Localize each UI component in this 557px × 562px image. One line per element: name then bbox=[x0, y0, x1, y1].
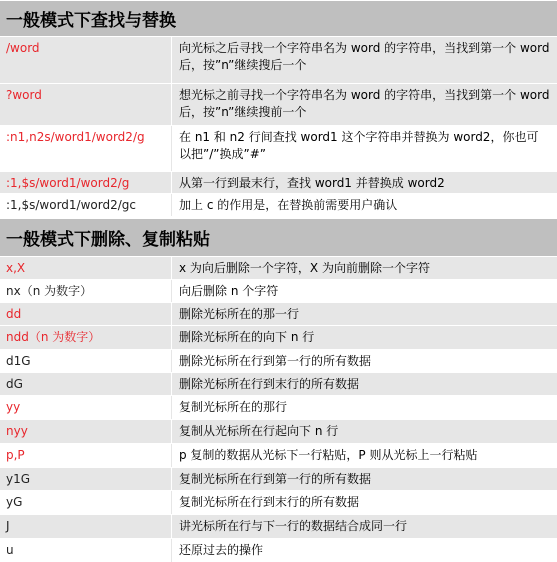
table-row bbox=[0, 349, 557, 372]
description-cell: 加上 c 的作用是，在替换前需要用户确认 bbox=[179, 198, 398, 212]
table-row bbox=[0, 419, 557, 443]
command-cell: /word bbox=[0, 37, 172, 83]
description-cell: 从第一行到最末行，查找 word1 并替换成 word2 bbox=[179, 176, 445, 190]
description-cell: 复制光标所在的那行 bbox=[179, 400, 288, 414]
table-row bbox=[0, 490, 557, 514]
description-cell: 向后删除 n 个字符 bbox=[179, 284, 279, 298]
description-cell: 在 n1 和 n2 行间查找 word1 这个字符串并替换为 word2，你也可以把”/”换成”#” bbox=[179, 130, 539, 161]
command-cell: dd bbox=[0, 303, 172, 325]
command-cell: x,X bbox=[0, 257, 172, 279]
command-cell: d1G bbox=[0, 350, 172, 372]
description-cell: 还原过去的操作 bbox=[179, 543, 264, 557]
command-cell: :1,$s/word1/word2/gc bbox=[0, 194, 172, 216]
description-cell: p 复制的数据从光标下一行粘贴，P 则从光标上一行粘贴 bbox=[179, 448, 478, 462]
description-cell: 复制光标所在行到第一行的所有数据 bbox=[179, 472, 372, 486]
table-row bbox=[0, 514, 557, 538]
description-cell: 想光标之前寻找一个字符串名为 word 的字符串，当找到第一个 word 后，按”n”继续搜前一个 bbox=[179, 88, 550, 119]
table-row bbox=[0, 125, 557, 171]
table-row bbox=[0, 193, 557, 216]
table-row bbox=[0, 302, 557, 325]
table-row bbox=[0, 372, 557, 395]
description-cell: 删除光标所在的向下 n 行 bbox=[179, 330, 315, 344]
command-cell: yG bbox=[0, 491, 172, 514]
command-cell: :n1,n2s/word1/word2/g bbox=[0, 126, 172, 171]
command-cell: J bbox=[0, 515, 172, 538]
description-cell: 删除光标所在的那一行 bbox=[179, 307, 300, 321]
description-cell: x 为向后删除一个字符，X 为向前删除一个字符 bbox=[179, 261, 430, 275]
command-cell: p,P bbox=[0, 444, 172, 467]
table-row bbox=[0, 467, 557, 490]
table-row bbox=[0, 325, 557, 349]
command-cell: dG bbox=[0, 373, 172, 395]
table-row bbox=[0, 538, 557, 562]
command-cell: yy bbox=[0, 396, 172, 419]
table-row bbox=[0, 443, 557, 467]
table-row bbox=[0, 36, 557, 83]
table-row bbox=[0, 279, 557, 302]
command-cell: nx（n 为数字） bbox=[0, 280, 172, 302]
command-cell: y1G bbox=[0, 468, 172, 490]
description-cell: 删除光标所在行到末行的所有数据 bbox=[179, 377, 360, 391]
description-cell: 讲光标所在行与下一行的数据结合成同一行 bbox=[179, 519, 408, 533]
command-cell: u bbox=[0, 539, 172, 562]
section-title-search-replace: 一般模式下查找与替换 bbox=[0, 0, 557, 36]
table-row bbox=[0, 83, 557, 125]
description-cell: 向光标之后寻找一个字符串名为 word 的字符串，当找到第一个 word 后，按”n”继续搜后一个 bbox=[179, 41, 550, 72]
table-row bbox=[0, 256, 557, 279]
table-row bbox=[0, 171, 557, 193]
table-row bbox=[0, 395, 557, 419]
command-cell: nyy bbox=[0, 420, 172, 443]
description-cell: 复制光标所在行到末行的所有数据 bbox=[179, 495, 360, 509]
command-cell: ?word bbox=[0, 84, 172, 125]
command-cell: ndd（n 为数字） bbox=[0, 326, 172, 349]
description-cell: 删除光标所在行到第一行的所有数据 bbox=[179, 354, 372, 368]
command-cell: :1,$s/word1/word2/g bbox=[0, 172, 172, 193]
description-cell: 复制从光标所在行起向下 n 行 bbox=[179, 424, 339, 438]
section-title-delete-copy-paste: 一般模式下删除、复制粘贴 bbox=[0, 218, 557, 256]
